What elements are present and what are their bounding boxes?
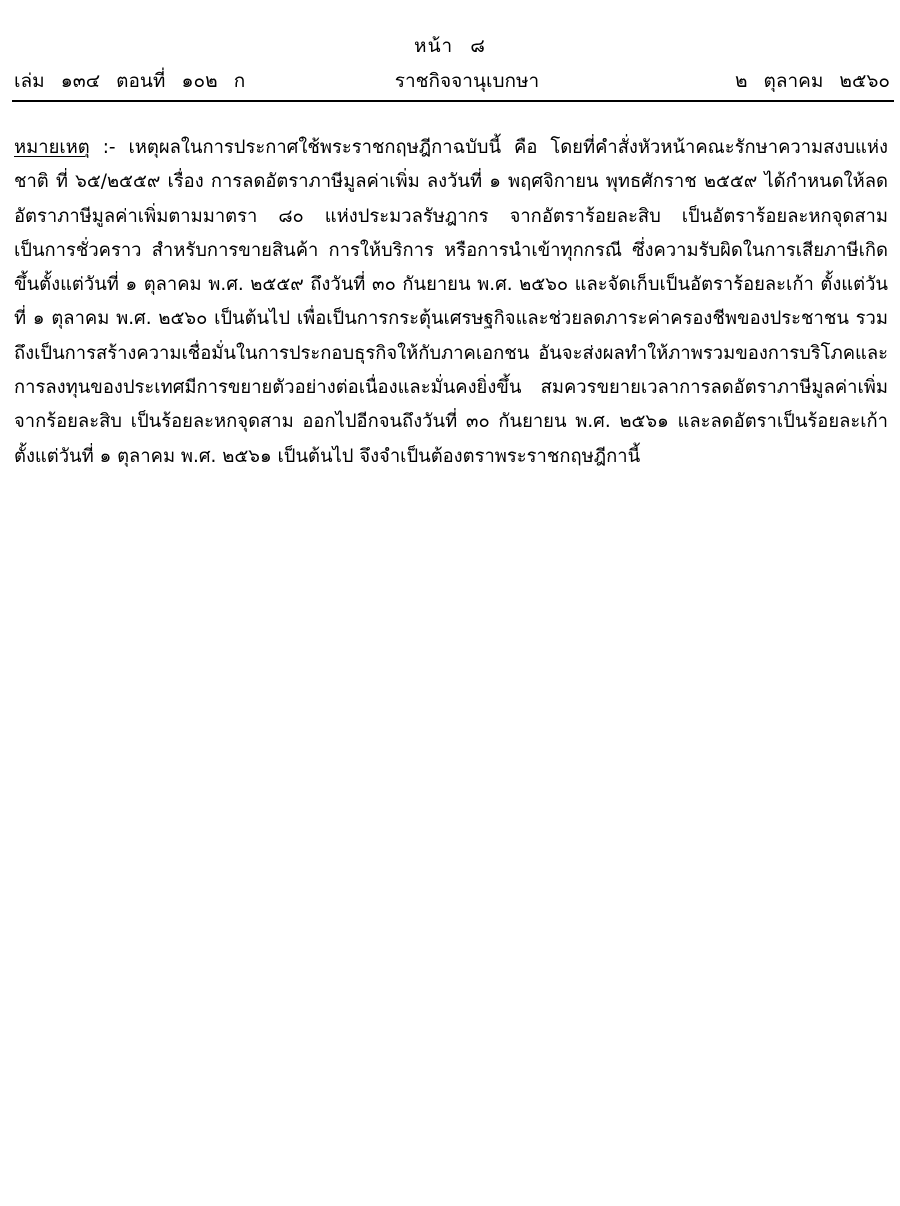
header-divider — [12, 100, 894, 102]
publication-date: ๒ ตุลาคม ๒๕๖๐ — [734, 70, 890, 92]
volume-issue: เล่ม ๑๓๔ ตอนที่ ๑๐๒ ก — [14, 70, 246, 92]
note-paragraph — [14, 131, 888, 474]
publication-title: ราชกิจจานุเบกษา — [394, 70, 540, 92]
note-label: หมายเหตุ — [14, 137, 90, 158]
note-text: :- เหตุผลในการประกาศใช้พระราชกฤษฎีกาฉบับนี้ คือ โดยที่คำสั่งหัวหน้าคณะรักษาความสงบแห่งชาติ ที่ ๖๕/๒๕๕๙ เรื่อง การลดอัตราภาษีมูลค่าเพิ่ม ลงวันที่ ๑ พฤศจิกายน พุทธศักราช ๒๕๕๙ ได้กำหนดให้ลดอัตราภาษีมูลค่าเพิ่มตามมาตรา ๘๐ แห่งประมวลรัษฎากร จากอัตราร้อยละสิบ เป็นอัตราร้อยละหกจุดสาม เป็นการชั่วคราว สำหรับการขายสินค้า การให้บริการ หรือการนำเข้าทุกกรณี ซึ่งความรับผิดในการเสียภาษีเกิดขึ้นตั้งแต่วันที่ ๑ ตุลาคม พ.ศ. ๒๕๕๙ ถึงวันที่ ๓๐ กันยายน พ.ศ. ๒๕๖๐ และจัดเก็บเป็นอัตราร้อยละเก้า ตั้งแต่วันที่ ๑ ตุลาคม พ.ศ. ๒๕๖๐ เป็นต้นไป เพื่อเป็นการกระตุ้นเศรษฐกิจและช่วยลดภาระค่าครองชีพของประชาชน รวมถึงเป็นการสร้างความเชื่อมั่นในการประกอบธุรกิจให้กับภาคเอกชน อันจะส่งผลทำให้ภาพรวมของการบริโภคและการลงทุนของประเทศมีการขยายตัวอย่างต่อเนื่องและมั่นคงยิ่งขึ้น สมควรขยายเวลาการลดอัตราภาษีมูลค่าเพิ่มจากร้อยละสิบ เป็นร้อยละหกจุดสาม ออกไปอีกจนถึงวันที่ ๓๐ กันยายน พ.ศ. ๒๕๖๑ และลดอัตราเป็นร้อยละเก้า ตั้งแต่วันที่ ๑ ตุลาคม พ.ศ. ๒๕๖๑ เป็นต้นไป จึงจำเป็นต้องตราพระราชกฤษฎีกานี้ — [14, 137, 889, 467]
page-number: หน้า ๘ — [414, 35, 486, 57]
page-header — [14, 66, 890, 94]
